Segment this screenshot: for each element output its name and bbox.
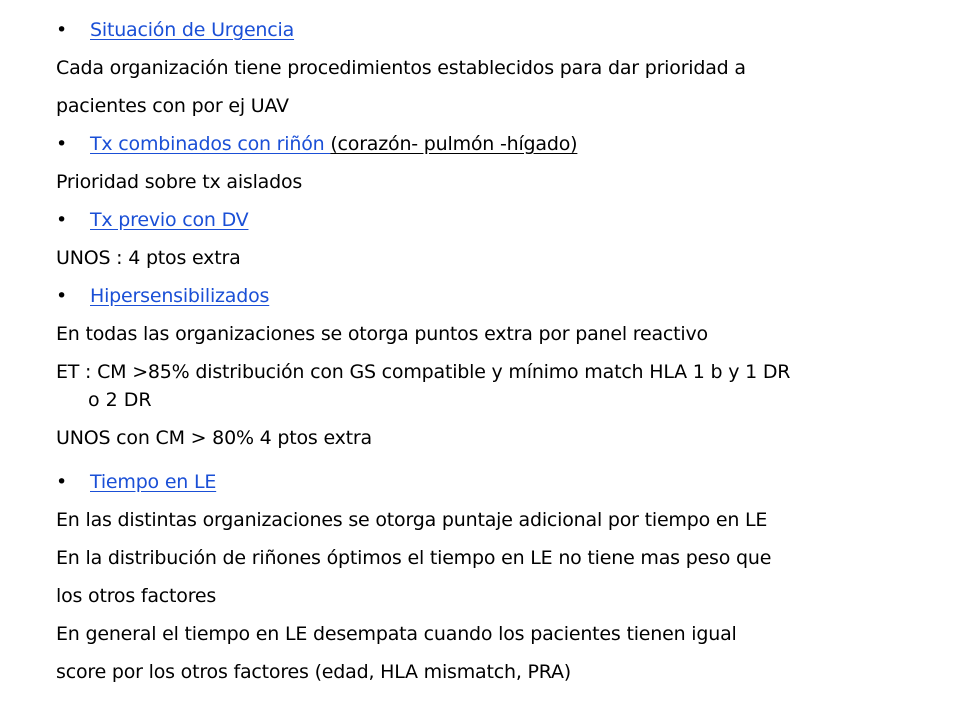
text-urgencia-2: pacientes con por ej UAV — [56, 95, 289, 117]
combinados-suffix: (corazón- pulmón -hígado) — [330, 133, 578, 155]
bullet-text-combinados — [90, 133, 577, 155]
text-hiper-3: UNOS con CM > 80% 4 ptos extra — [56, 427, 372, 449]
text-combinados-1: Prioridad sobre tx aislados — [56, 171, 303, 193]
text-hiper-1: En todas las organizaciones se otorga puntos extra por panel reactivo — [56, 323, 708, 345]
link-hipersensibilizados[interactable]: Hipersensibilizados — [90, 285, 270, 307]
link-tx-previo-dv[interactable]: Tx previo con DV — [90, 209, 249, 231]
link-tiempo-en-le[interactable]: Tiempo en LE — [90, 471, 217, 493]
link-tx-combinados[interactable]: Tx combinados con riñón — [90, 133, 331, 155]
text-le-2: En la distribución de riñones óptimos el tiempo en LE no tiene mas peso que — [56, 547, 772, 569]
text-dv-1: UNOS : 4 ptos extra — [56, 247, 241, 269]
text-hiper-2: ET : CM >85% distribución con GS compatible y mínimo match HLA 1 b y 1 DR — [56, 361, 791, 383]
text-urgencia-1: Cada organización tiene procedimientos establecidos para dar prioridad a — [56, 57, 746, 79]
bullet-icon: • — [56, 19, 68, 41]
bullet-icon: • — [56, 471, 68, 493]
bullet-icon: • — [56, 133, 68, 155]
link-situacion-urgencia[interactable]: Situación de Urgencia — [90, 19, 295, 41]
text-le-1: En las distintas organizaciones se otorga puntaje adicional por tiempo en LE — [56, 509, 768, 531]
text-le-5: score por los otros factores (edad, HLA mismatch, PRA) — [56, 661, 572, 683]
text-le-3: los otros factores — [56, 585, 217, 607]
text-le-4: En general el tiempo en LE desempata cuando los pacientes tienen igual — [56, 623, 737, 645]
bullet-icon: • — [56, 209, 68, 231]
text-hiper-2b: o 2 DR — [88, 389, 152, 411]
bullet-icon: • — [56, 285, 68, 307]
